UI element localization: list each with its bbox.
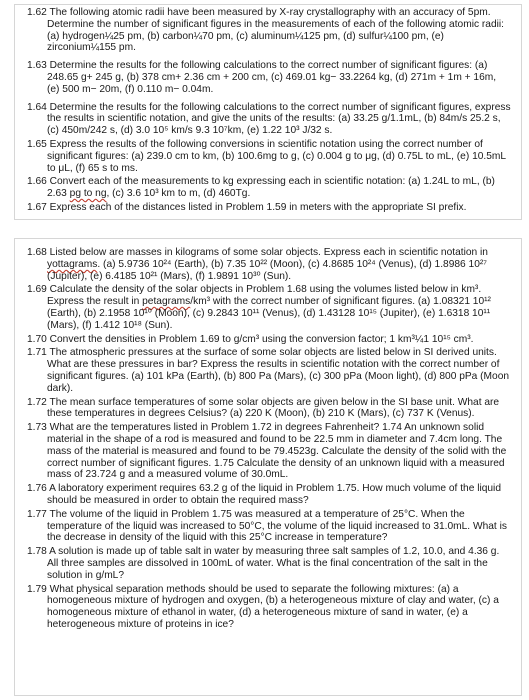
problem-block-bottom: [14, 238, 522, 696]
problem-1-76: 1.76 A laboratory experiment requires 63.2 g of the liquid in Problem 1.75. How much volume of the liquid should be measured in order to obtain the required mass?: [27, 483, 501, 506]
problem-1-70: 1.70 Convert the densities in Problem 1.69 to g/cm³ using the conversion factor; 1 km³¼1 10¹⁵ cm³.: [27, 333, 474, 345]
problem-1-79: 1.79 What physical separation methods should be used to separate the following mixtures: (a) a homogeneous mixture of hydrogen and oxygen, (b) a heterogeneous mixture of clay and water, (c) a homogeneous mixture of ethanol in water, (d) a heterogeneous mixture of sand in water, (e) a heterogeneous mixture of proteins in ice?: [27, 583, 499, 630]
problem-1-73: 1.73 What are the temperatures listed in Problem 1.72 in degrees Fahrenheit? 1.74 An unknown solid material in the shape of a rod is measured and found to be 22.5 mm in diameter and 7.4cm long. The mass of the material is measured and found to be 79.4523g. Calculate the density of the solid with the correct number of significant figures. 1.75 Calculate the density of an unknown liquid with a measured mass of 23.724 g and a measured volume of 30.0mL.: [27, 422, 507, 481]
problem-1-68: [27, 247, 511, 282]
problem-1-69-part-b: /km³ with the correct number of significant figures. (a) 1.08321 10¹² (Earth), (b) 2.1958 10¹⁰ (Moon), (c) 9.2843 10¹¹ (Venus), (d) 1.43128 10¹⁵ (Jupiter), (e) 1.6318 10¹¹ (Mars), (f) 1.412 10¹⁸ (Sun).: [47, 296, 491, 331]
problem-1-68-part-b: . (a) 5.9736 10²⁴ (Earth), (b) 7.35 10²² (Moon), (c) 4.8685 10²⁴ (Venus), (d) 1.8986 10²⁷ (Jupiter), (e) 6.4185 10²¹ (Mars), (f) 1.9891 10³⁰ (Sun).: [47, 258, 487, 282]
problem-1-63: 1.63 Determine the results for the following calculations to the correct number of significant figures: (a) 248.65 g+ 245 g, (b) 378 cm+ 2.36 cm + 200 cm, (c) 469.01 kg− 33.2264 kg, (d) 271m + 1m + 16m, (e) 500 m− 20m, (f) 0.110 m− 0.04m.: [27, 60, 497, 95]
problem-1-62: 1.62 The following atomic radii have been measured by X-ray crystallography with an accuracy of 5pm. Determine the number of significant figures in the measurements of each of the following atomic radii: (a) hydrogen¼25 pm, (b) carbon¼70 pm, (c) aluminum¼125 pm, (d) sulfur¼100 pm, (e) zirconium¼155 pm.: [27, 7, 504, 54]
problem-1-72: 1.72 The mean surface temperatures of some solar objects are given below in the SI base unit. What are these temperatures in degrees Celsius? (a) 220 K (Moon), (b) 210 K (Mars), (c) 737 K (Venus).: [27, 396, 500, 420]
spellcheck-word-pg-to-ng: pg to ng: [69, 188, 107, 200]
problem-1-71: 1.71 The atmospheric pressures at the surface of some solar objects are listed below in SI derived units. What are these pressures in bar? Express the results in scientific notation with the correct number of significant figures. (a) 101 kPa (Earth), (b) 800 Pa (Mars), (c) 300 pPa (Moon light), (d) 800 pPa (Moon dark).: [27, 347, 510, 394]
problem-1-66-part-b: , (c) 3.6 10³ km to m, (d) 460Tg.: [106, 188, 251, 200]
problem-1-64: 1.64 Determine the results for the following calculations to the correct number of significant figures, express the results in scientific notation, and give the units of the results: (a) 33.25 g/1.1mL, (b) 84m/s 25.2 s, (c) 450m/242 s, (d) 3.0 10⁵ km/s 9.3 10⁷km, (e) 1.22 10³ J/32 s.: [27, 101, 511, 137]
problem-block-top: [14, 4, 522, 220]
spellcheck-word-yottagrams: yottagrams: [47, 258, 98, 270]
problem-1-77: 1.77 The volume of the liquid in Problem 1.75 was measured at a temperature of 25°C. When the temperature of the liquid was increased to 50°C, the volume of the liquid increased to 31.0mL. What is the decrease in density of the liquid with this 25°C increase in temperature?: [27, 508, 507, 544]
problem-1-67: 1.67 Express each of the distances listed in Problem 1.59 in meters with the appropriate SI prefix.: [27, 201, 467, 213]
problem-1-66: [27, 176, 511, 200]
spellcheck-word-petagrams: petagrams: [142, 296, 191, 308]
problem-1-78: 1.78 A solution is made up of table salt in water by measuring three salt samples of 1.2, 10.0, and 4.36 g. All three samples are dissolved in 100mL of water. What is the final concentration of the salt in the solution in g/mL?: [27, 546, 500, 581]
problem-1-66-part-a: 1.66 Convert each of the measurements to kg expressing each in scientific notation: (a) 1.24L to mL, (b) 2.63: [27, 176, 495, 200]
problem-1-68-part-a: 1.68 Listed below are masses in kilograms of some solar objects. Express each in scientific notation in: [27, 247, 488, 258]
problem-1-65: 1.65 Express the results of the following conversions in scientific notation using the correct number of significant figures: (a) 239.0 cm to km, (b) 100.6mg to g, (c) 0.004 g to μg, (d) 0.75L to mL, (e) 10.5mL to μL, (f) 65 s to ms.: [27, 138, 506, 174]
problem-1-69: [27, 284, 511, 331]
problem-1-69-part-a: 1.69 Calculate the density of the solar objects in Problem 1.68 using the volumes listed below in km³. Express the result in: [27, 284, 482, 308]
